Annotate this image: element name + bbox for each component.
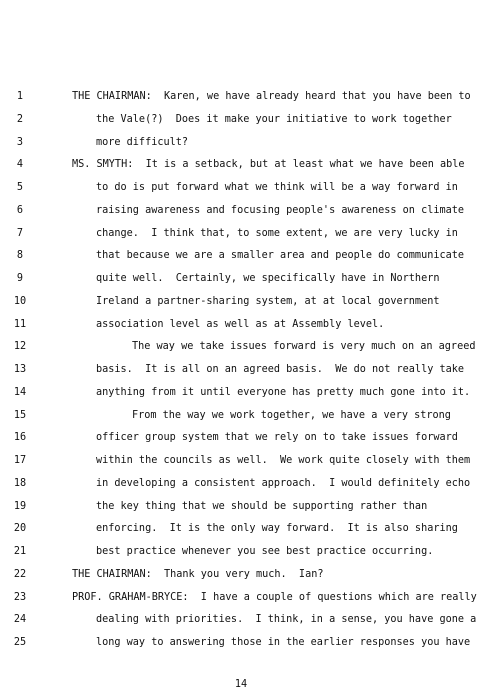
line-text: From the way we work together, we have a very strong [132, 409, 451, 421]
line-text: to do is put forward what we think will be a way forward in [96, 182, 458, 193]
transcript-line [0, 454, 482, 468]
transcript-line [0, 500, 482, 514]
transcript-line [0, 295, 482, 309]
transcript-line [0, 318, 482, 332]
line-text: the Vale(?) Does it make your initiative to work together [96, 113, 452, 125]
line-number: 23 [13, 591, 27, 603]
transcript-line [0, 272, 482, 286]
line-number: 25 [13, 637, 27, 648]
line-text: enforcing. It is the only way forward. It is also sharing [96, 523, 458, 535]
line-text: Ireland a partner-sharing system, at at local government [96, 295, 440, 307]
line-text: MS. SMYTH: It is a setback, but at least what we have been able [72, 159, 465, 171]
transcript-line [0, 340, 482, 354]
transcript-line [0, 636, 482, 650]
line-text: dealing with priorities. I think, in a sense, you have gone a [96, 614, 477, 626]
line-number: 24 [13, 614, 27, 626]
transcript-line [0, 158, 482, 172]
line-number: 4 [16, 159, 24, 171]
transcript-line [0, 113, 482, 127]
line-number: 12 [13, 341, 27, 353]
transcript-line [0, 136, 482, 150]
line-text: association level as well as at Assembly level. [96, 318, 385, 330]
transcript-line [0, 363, 482, 377]
line-number: 13 [13, 364, 27, 375]
line-text: long way to answering those in the earlier responses you have [96, 637, 471, 648]
transcript-line [0, 227, 482, 241]
transcript-line [0, 591, 482, 605]
page-number: 14 [234, 679, 248, 690]
transcript-line [0, 90, 482, 104]
line-text: officer group system that we rely on to take issues forward [96, 432, 458, 444]
transcript-line [0, 477, 482, 491]
line-text: raising awareness and focusing people's awareness on climate [96, 204, 465, 216]
line-number: 6 [16, 204, 24, 216]
line-text: that because we are a smaller area and people do communicate [96, 250, 465, 262]
line-text: more difficult? [96, 136, 189, 148]
line-number: 17 [13, 455, 27, 466]
line-number: 2 [16, 113, 24, 125]
line-number: 22 [13, 568, 27, 580]
transcript-line [0, 409, 482, 423]
line-number: 15 [13, 409, 27, 421]
line-number: 19 [13, 500, 27, 512]
line-number: 1 [16, 91, 24, 102]
line-text: best practice whenever you see best practice occurring. [96, 546, 434, 557]
line-number: 16 [13, 432, 27, 444]
line-text: quite well. Certainly, we specifically have in Northern [96, 273, 440, 284]
line-number: 10 [13, 295, 27, 307]
transcript-line [0, 431, 482, 445]
line-text: change. I think that, to some extent, we are very lucky in [96, 227, 458, 239]
line-text: in developing a consistent approach. I would definitely echo [96, 477, 471, 489]
transcript-line [0, 386, 482, 400]
line-text: PROF. GRAHAM-BRYCE: I have a couple of questions which are really [72, 591, 477, 603]
line-text: The way we take issues forward is very much on an agreed [132, 341, 476, 353]
transcript-line [0, 181, 482, 195]
line-number: 11 [13, 318, 27, 330]
line-text: THE CHAIRMAN: Karen, we have already heard that you have been to [72, 91, 471, 102]
line-number: 5 [16, 182, 24, 193]
transcript-line [0, 522, 482, 536]
transcript-line [0, 613, 482, 627]
line-number: 9 [16, 273, 24, 284]
line-number: 3 [16, 136, 24, 148]
transcript-line [0, 568, 482, 582]
line-number: 14 [13, 386, 27, 398]
line-number: 8 [16, 250, 24, 262]
transcript-line [0, 249, 482, 263]
line-text: basis. It is all on an agreed basis. We do not really take [96, 364, 465, 375]
line-number: 18 [13, 477, 27, 489]
line-number: 7 [16, 227, 24, 239]
line-number: 21 [13, 546, 27, 557]
transcript-line [0, 204, 482, 218]
line-text: THE CHAIRMAN: Thank you very much. Ian? [72, 568, 324, 580]
line-number: 20 [13, 523, 27, 535]
transcript-line [0, 545, 482, 559]
line-text: the key thing that we should be supporting rather than [96, 500, 428, 512]
line-text: within the councils as well. We work quite closely with them [96, 455, 471, 466]
line-text: anything from it until everyone has pretty much gone into it. [96, 386, 471, 398]
